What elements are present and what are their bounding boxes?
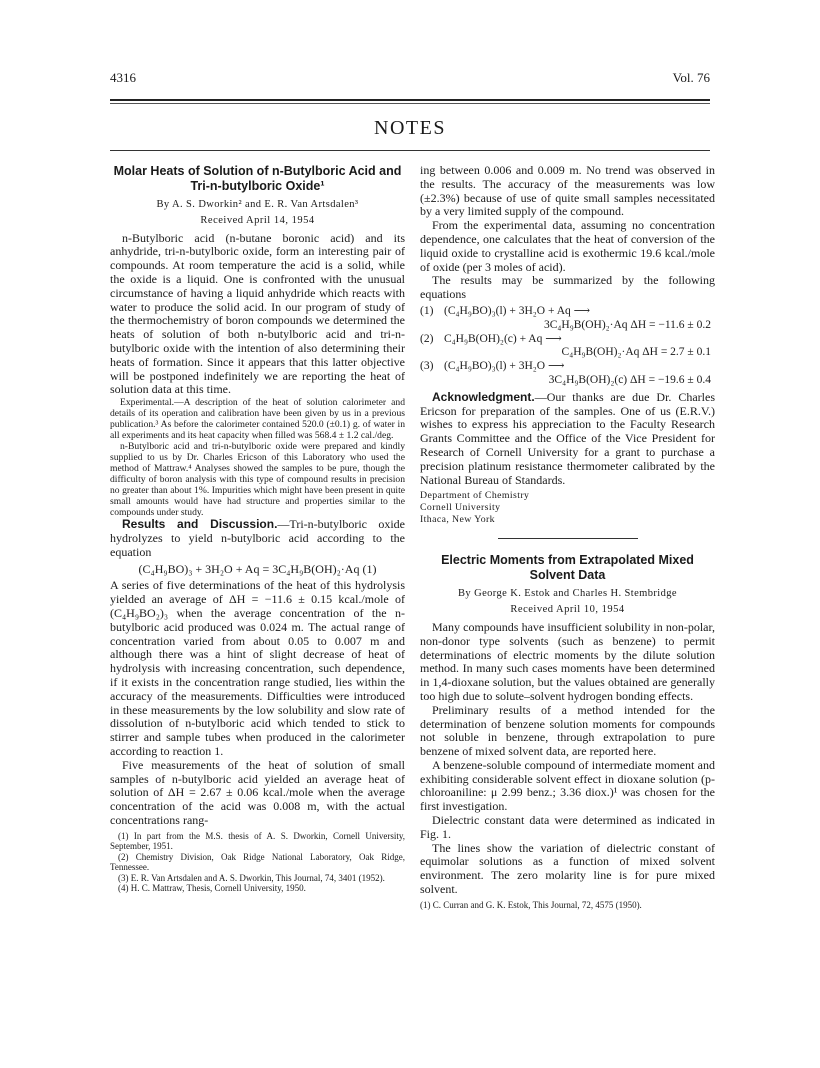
footnote: (3) E. R. Van Artsdalen and A. S. Dworkin, This Journal, 74, 3401 (1952). (118, 872, 385, 883)
running-head (110, 70, 710, 86)
acknowledgment-heading: Acknowledgment. (432, 389, 535, 404)
received-date: Received April 14, 1954 (200, 214, 315, 226)
continued-paragraph: ing between 0.006 and 0.009 m. No trend was observed in the results. The accuracy of the measurements was low (±2.3%) because of use of quite small samples necessitated by a very limited supply of the compound. (420, 163, 715, 219)
received-date: Received April 10, 1954 (510, 604, 625, 616)
body-paragraph: Many compounds have insufficient solubility in non-polar, non-donor type solvents (such as benzene) to permit determinations of electric moments by the dilute solution method. In many such cases moments have been determined in 1,4-dioxane solution, but the values obtained are generally too high due to solute–solvent hydrogen bonding effects. (420, 619, 715, 703)
results-paragraph: Results and Discussion.—Tri-n-butylboric oxide hydrolyzes to yield n-butylboric acid according to the equation (110, 517, 405, 559)
page-number: 4316 (110, 70, 136, 85)
summary-equations (420, 305, 715, 388)
footnote: (1) In part from the M.S. thesis of A. S. Dworkin, Cornell University, September, 1951. (110, 830, 405, 852)
summary-equation-rhs: 3C₄H₉B(OH)₂·Aq ΔH = −11.6 ± 0.2 (543, 318, 711, 331)
body-paragraph: Preliminary results of a method intended for the determination of benzene solution moments for compounds not soluble in benzene, through extrapolation to pure benzene of mixed solvent data, are reported here. (420, 702, 715, 759)
body-paragraph: A benzene-soluble compound of intermediate moment and exhibiting considerable solvent effect in dioxane solution (p-chloroaniline: μ 2.99 benz.; 3.36 diox.)¹ was chosen for the first investigation. (420, 757, 715, 814)
section-title: NOTES (374, 117, 446, 139)
summary-equation: (2) C₄H₉B(OH)₂(c) + Aq ⟶ (420, 332, 562, 345)
footnotes (110, 831, 405, 894)
left-column (110, 164, 405, 894)
results-heading: Results and Discussion. (122, 517, 278, 532)
body-paragraph: Dielectric constant data were determined as indicated in Fig. 1. (420, 813, 715, 841)
volume-label: Vol. 76 (672, 70, 710, 85)
header-rule-thin (110, 103, 710, 104)
section-rule (110, 150, 710, 151)
experimental-paragraph: Experimental.—A description of the heat of solution calorimeter and details of its operation and calibration have been given by us in a previous publication.³ As before the calorimeter contained 520.0 (±0.1) g. of water in all experiments and its heat capacity when filled was 568.4 ± 1.2 cal./deg. (110, 397, 405, 442)
article-title: Molar Heats of Solution of n-Butylboric Acid and Tri-n-butylboric Oxide¹ (113, 164, 402, 193)
body-paragraph: The lines show the variation of dielectric constant of equimolar solutions as a function of mixed solvent environment. The zero molarity line is for pure mixed solvent. (420, 840, 715, 897)
experimental-heading: Experimental. (120, 397, 175, 409)
affiliation: Department of Chemistry Cornell University Ithaca, New York (420, 490, 530, 526)
summary-equation: (1) (C₄H₉BO)₃(l) + 3H₂O + Aq ⟶ (420, 304, 591, 317)
results-paragraph-3: Five measurements of the heat of solution of small samples of n-butylboric acid yielded an average heat of solution of ΔH = 2.67 ± 0.06 kcal./mole when the average concentration of the acid was 0.008 m, with the actual concentrations rang- (110, 757, 405, 827)
continued-paragraph-3: The results may be summarized by the following equations (420, 273, 715, 302)
footnote: (2) Chemistry Division, Oak Ridge National Laboratory, Oak Ridge, Tennessee. (110, 851, 405, 873)
summary-equation-rhs: C₄H₉B(OH)₂·Aq ΔH = 2.7 ± 0.1 (561, 346, 711, 359)
continued-paragraph-2: From the experimental data, assuming no concentration dependence, one calculates that the heat of conversion of the liquid oxide to crystalline acid is exothermic 19.6 kcal./mole of oxide (per 3 moles of acid). (420, 218, 715, 274)
summary-equation-rhs: 3C₄H₉B(OH)₂(c) ΔH = −19.6 ± 0.4 (548, 373, 711, 386)
article-title: Electric Moments from Extrapolated Mixed Solvent Data (441, 553, 694, 583)
intro-paragraph: n-Butylboric acid (n-butane boronic acid) and its anhydride, tri-n-butylboric oxide, form an interesting pair of compounds. At room temperature the acid is a solid, while the oxide is a liquid. One is confronted with the unusual circumstance of having a liquid anhydride which reacts with water to produce the solid acid. In our program of study of the thermochemistry of boron compounds we determined the heats of solution of both n-butylboric acid and tri-n-butylboric oxide with the intention of also determining their heats of formation. Since it appears that this latter objective will be postponed indefinitely we are reporting the heat of solution data at this time. (110, 230, 405, 397)
acknowledgment-paragraph: Acknowledgment.—Our thanks are due Dr. Charles Ericson for preparation of the samples. One of us (E.R.V.) wishes to express his appreciation to the Faculty Research Grants Committee and the Office of the Vice President for Research of Cornell University for a grant to purchase a precision platinum resistance thermometer calibrated by the National Bureau of Standards. (420, 389, 715, 487)
article-divider (498, 538, 638, 539)
summary-equation: (3) (C₄H₉BO)₃(l) + 3H₂O ⟶ (420, 360, 565, 373)
experimental-paragraph-2: n-Butylboric acid and tri-n-butylboric oxide were prepared and kindly supplied to us by Dr. Charles Ericson of this Laboratory who used the method of Mattraw.⁴ Analyses showed the samples to be pure, though the difficulty of boron analysis with this type of compound results in precision no greater than about 1%. Impurities which might have been present in quite small amounts would have had structure and properties similar to the compounds under study. (110, 441, 405, 519)
footnote: (4) H. C. Mattraw, Thesis, Cornell University, 1950. (118, 883, 306, 894)
header-rule (110, 99, 710, 101)
article-byline: By George K. Estok and Charles H. Stembridge (458, 588, 677, 600)
results-paragraph-2: A series of five determinations of the heat of this hydrolysis yielded an average of ΔH = −11.6 ± 0.15 kcal./mole of (C₄H₉BO₂)₃ when the average concentration of the n-butylboric acid produced was 0.024 m. The actual range of concentration varied from about 0.05 to 0.007 m and although there was a hint of slight decrease of heat of hydrolysis with increasing concentration, such dependence, if it exists in the concentration range studied, lies within the accuracy of the measurements. Difficulties were introduced in these measurements by the low solubility and slow rate of dissolution of n-butylboric acid which tended to stick to stirrer and sample tubes when produced in the calorimeter according to reaction 1. (110, 578, 405, 758)
experimental-section (110, 397, 405, 518)
right-column (420, 164, 715, 910)
article-byline: By A. S. Dworkin² and E. R. Van Artsdalen³ (156, 199, 359, 210)
footnote: (1) C. Curran and G. K. Estok, This Journal, 72, 4575 (1950). (420, 899, 642, 910)
equation-1: (C₄H₉BO)₃ + 3H₂O + Aq = 3C₄H₉B(OH)₂·Aq (1) (138, 561, 377, 576)
